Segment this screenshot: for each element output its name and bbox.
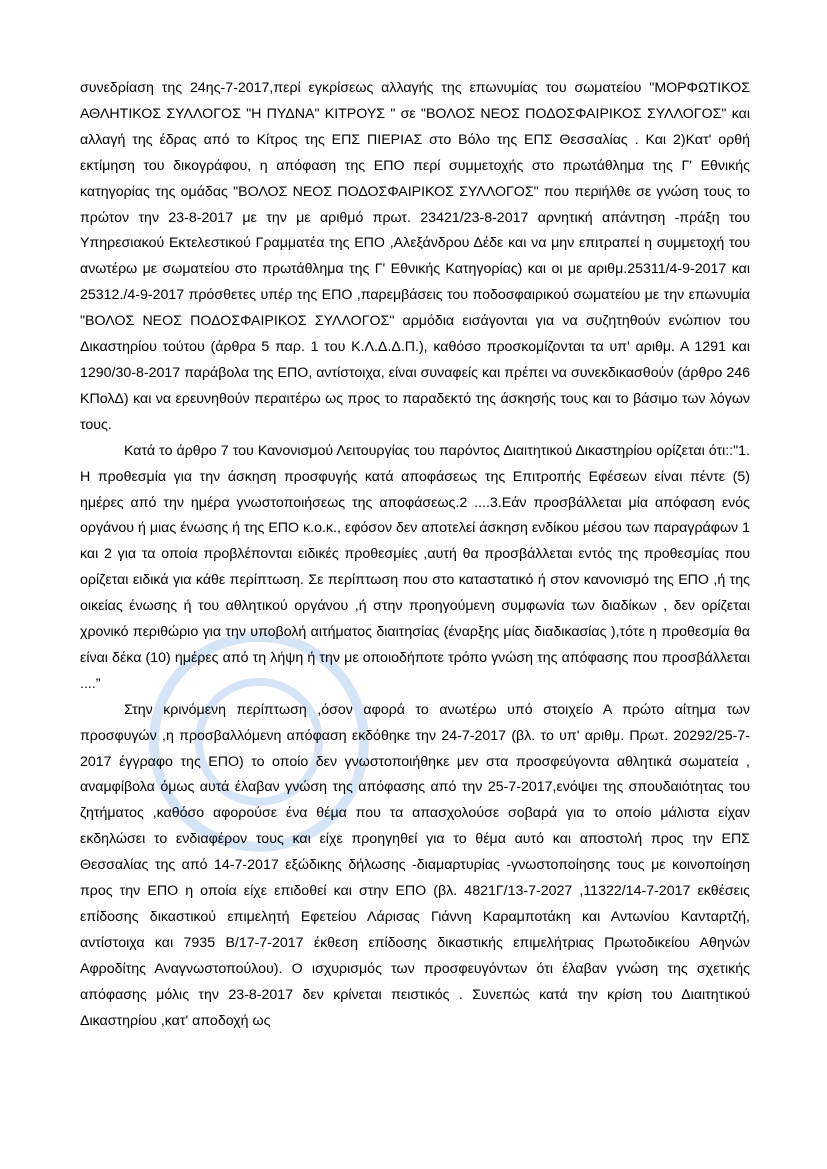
- paragraph-2: Κατά το άρθρο 7 του Κανονισμού Λειτουργίας του παρόντος Διαιτητικού Δικαστηρίου ορίζεται ότι::"1. Η προθεσμία για την άσκηση προσφυγής κατά αποφάσεως της Επιτροπής Εφέσεων είναι πέντε (5) ημέρες από την ημέρα γνωστοποιήσεως της αποφάσεως.2 ....3.Εάν προσβάλλεται μία απόφαση ενός οργάνου ή μιας ένωσης ή της ΕΠΟ κ.ο.κ., εφόσον δεν αποτελεί άσκηση ενδίκου μέσου των παραγράφων 1 και 2 για τα οποία προβλέπονται ειδικές προθεσμίες ,αυτή θα προσβάλλεται εντός της προθεσμίας που ορίζεται ειδικά για κάθε περίπτωση. Σε περίπτωση που στο καταστατικό ή στον κανονισμό της ΕΠΟ ,ή της οικείας ένωσης ή του αθλητικού οργάνου ,ή στην προηγούμενη συμφωνία των διαδίκων , δεν ορίζεται χρονικό περιθώριο για την υποβολή αιτήματος διαιτησίας (έναρξης μίας διαδικασίας ),τότε η προθεσμία θα είναι δέκα (10) ημέρες από τη λήψη ή την με οποιοδήποτε τρόπο γνώση της απόφασης που προσβάλλεται ....”: [80, 442, 750, 692]
- paragraph-3: Στην κρινόμενη περίπτωση ,όσον αφορά το ανωτέρω υπό στοιχείο Α πρώτο αίτημα των προσφυγών ,η προσβαλλόμενη απόφαση εκδόθηκε την 24-7-2017 (βλ. το υπ' αριθμ. Πρωτ. 20292/25-7-2017 έγγραφο της ΕΠΟ) το οποίο δεν γνωστοποιήθηκε μεν στα προσφεύγοντα αθλητικά σωματεία , αναμφίβολα όμως αυτά έλαβαν γνώση της απόφασης από την 25-7-2017,ενόψει της σπουδαιότητας του ζητήματος ,καθόσο αφορούσε ένα θέμα που τα απασχολούσε σοβαρά για το οποίο μάλιστα είχαν εκδηλώσει το ενδιαφέρον τους και είχε προηγηθεί για το θέμα αυτό και αποστολή προς την ΕΠΣ Θεσσαλίας της από 14-7-2017 εξώδικης δήλωσης -διαμαρτυρίας -γνωστοποίησης τους με κοινοποίηση προς την ΕΠΟ η οποία είχε επιδοθεί και στην ΕΠΟ (βλ. 4821Γ/13-7-2027 ,11322/14-7-2017 εκθέσεις επίδοσης δικαστικού επιμελητή Εφετείου Λάρισας Γιάννη Καραμποτάκη και Αντωνίου Κανταρτζή, αντίστοιχα και 7935 Β/17-7-2017 έκθεση επίδοσης δικαστικής επιμελήτριας Πρωτοδικείου Αθηνών Αφροδίτης Αναγνωστοπούλου). Ο ισχυρισμός των προσφευγόντων ότι έλαβαν γνώση της σχετικής απόφασης μόλις την 23-8-2017 δεν κρίνεται πειστικός . Συνεπώς κατά την κρίση του Διαιτητικού Δικαστηρίου ,κατ' αποδοχή ως: [80, 701, 750, 1029]
- paragraph-1: συνεδρίαση της 24ης-7-2017,περί εγκρίσεως αλλαγής της επωνυμίας του σωματείου "ΜΟΡΦΩΤΙΚΟΣ ΑΘΛΗΤΙΚΟΣ ΣΥΛΛΟΓΟΣ "Η ΠΥΔΝΑ" ΚΙΤΡΟΥΣ " σε "ΒΟΛΟΣ ΝΕΟΣ ΠΟΔΟΣΦΑΙΡΙΚΟΣ ΣΥΛΛΟΓΟΣ" και αλλαγή της έδρας από το Κίτρος της ΕΠΣ ΠΙΕΡΙΑΣ στο Βόλο της ΕΠΣ Θεσσαλίας . Και 2)Κατ' ορθή εκτίμηση του δικογράφου, η απόφαση της ΕΠΟ περί συμμετοχής στο πρωτάθλημα της Γ' Εθνικής κατηγορίας της ομάδας "ΒΟΛΟΣ ΝΕΟΣ ΠΟΔΟΣΦΑΙΡΙΚΟΣ ΣΥΛΛΟΓΟΣ" που περιήλθε σε γνώση τους το πρώτον την 23-8-2017 με την με αριθμό πρωτ. 23421/23-8-2017 αρνητική απάντηση -πράξη του Υπηρεσιακού Εκτελεστικού Γραμματέα της ΕΠΟ ,Αλεξάνδρου Δέδε και να μην επιτραπεί η συμμετοχή του ανωτέρω με σωματείου στο πρωτάθλημα της Γ' Εθνικής Κατηγορίας) και οι με αριθμ.25311/4-9-2017 και 25312./4-9-2017 πρόσθετες υπέρ της ΕΠΟ ,παρεμβάσεις του ποδοσφαιρικού σωματείου με την επωνυμία "ΒΟΛΟΣ ΝΕΟΣ ΠΟΔΟΣΦΑΙΡΙΚΟΣ ΣΥΛΛΟΓΟΣ" αρμόδια εισάγονται για να συζητηθούν ενώπιον του Δικαστηρίου τούτου (άρθρα 5 παρ. 1 του Κ.Λ.Δ.Δ.Π.), καθόσο προσκομίζονται τα υπ' αριθμ. Α 1291 και 1290/30-8-2017 παράβολα της ΕΠΟ, αντίστοιχα, είναι συναφείς και πρέπει να συνεκδικασθούν (άρθρο 246 ΚΠολΔ) και να ερευνηθούν περαιτέρω ως προς το παραδεκτό της άσκησής τους και το βάσιμο των λόγων τους.: [80, 80, 750, 433]
- document-body: [80, 76, 750, 1035]
